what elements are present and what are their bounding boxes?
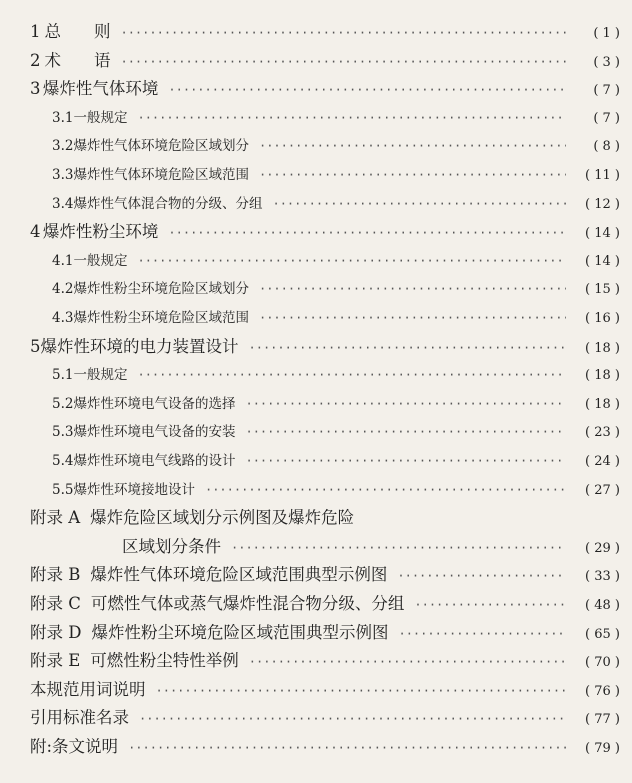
toc-entry-page: ( 18 ) [585,340,620,356]
toc-entry-number: 附录 C [30,594,81,613]
toc-entry-5[interactable] [0,333,620,361]
toc-entry-title: 引用标准名录 [30,708,129,728]
toc-entry-title: 一般规定 [73,367,128,384]
toc-entry-title: 爆炸性气体环境危险区域范围 [73,167,249,183]
toc-entry-number: 3.2 [52,138,74,155]
toc-entry-appendix-a-cont[interactable] [0,533,620,561]
toc-entry-page: ( 11 ) [585,168,620,183]
toc-entry-page: ( 18 ) [585,368,620,384]
toc-entry-number: 附录 D [30,622,82,642]
toc-entry-number: 5.1 [52,367,74,384]
toc-entry-3[interactable] [0,75,620,103]
toc-entry-5-2[interactable] [0,390,620,418]
toc-entry-appendix-e[interactable] [0,647,620,675]
dot-leader [168,75,566,104]
toc-entry-title: 一般规定 [73,252,128,269]
dot-leader [139,704,566,733]
toc-entry-page: ( 79 ) [585,741,620,756]
toc-entry-page: ( 8 ) [593,139,620,155]
dot-leader [272,190,566,218]
toc-entry-number: 5.3 [52,424,74,441]
toc-entry-3-4[interactable] [0,190,620,218]
toc-entry-page: ( 3 ) [593,54,620,70]
toc-entry-number: 附录 B [30,565,81,585]
dot-leader [120,47,566,76]
toc-entry-appendix-d[interactable] [0,619,620,647]
toc-entry-title: 一般规定 [73,109,128,126]
toc-entry-title: 爆炸性粉尘环境危险区域范围 [73,310,249,326]
toc-entry-number: 附录 A [30,508,81,528]
toc-entry-explanation[interactable] [0,733,620,761]
toc-entry-page: ( 23 ) [585,425,620,441]
toc-entry-title: 术 语 [44,50,111,70]
toc-entry-title: 爆炸性环境电气设备的选择 [73,395,236,412]
toc-entry-number: 5 [30,336,41,356]
toc-entry-page: ( 14 ) [585,226,620,242]
dot-leader [245,390,566,418]
toc-entry-title: 爆炸性环境电气设备的安装 [73,424,236,441]
toc-entry-number: 5.5 [52,481,74,498]
toc-entry-number: 4.1 [52,252,74,269]
toc-entry-number: 3.3 [52,167,74,183]
dot-leader [245,447,566,475]
toc-entry-number: 3.4 [52,195,74,212]
toc-entry-page: ( 7 ) [593,110,620,126]
toc-entry-page: ( 33 ) [585,569,620,585]
toc-entry-appendix-a[interactable] [0,504,620,532]
toc-entry-page: ( 14 ) [585,253,620,269]
dot-leader [259,304,566,332]
toc-entry-4[interactable] [0,218,620,246]
toc-entry-3-3[interactable] [0,161,620,189]
dot-leader [397,561,566,590]
toc-entry-page: ( 15 ) [585,282,620,298]
toc-entry-page: ( 76 ) [585,683,620,699]
dot-leader [245,418,566,446]
toc-entry-wording[interactable] [0,676,620,704]
dot-leader [205,476,566,504]
toc-entry-page: ( 24 ) [585,454,620,469]
dot-leader [168,218,566,247]
dot-leader [128,733,566,762]
dot-leader [137,104,566,132]
toc-entry-2[interactable] [0,47,620,75]
toc-entry-page: ( 77 ) [585,712,620,728]
toc-entry-number: 4.2 [52,281,74,298]
dot-leader [249,333,567,362]
toc-entry-4-3[interactable] [0,304,620,332]
dot-leader [137,247,566,275]
dot-leader [231,533,566,562]
toc-entry-page: ( 65 ) [585,626,620,642]
toc-entry-page: ( 7 ) [593,83,620,99]
toc-entry-references[interactable] [0,704,620,732]
toc-entry-title: 总 则 [44,22,111,41]
toc-entry-page: ( 27 ) [585,482,620,498]
toc-entry-page: ( 16 ) [585,311,620,326]
dot-leader [259,275,566,303]
toc-entry-title: 爆炸性环境电气线路的设计 [73,453,236,469]
toc-entry-title: 爆炸危险区域划分示例图及爆炸危险 [90,508,355,528]
toc-entry-title: 附:条文说明 [30,737,119,756]
toc-entry-title: 本规范用词说明 [30,679,146,699]
toc-entry-title: 爆炸性气体环境危险区域划分 [73,138,249,155]
toc-entry-page: ( 12 ) [585,196,620,212]
toc-entry-number: 附录 E [30,651,81,671]
toc-entry-title: 爆炸性粉尘环境危险区域范围典型示例图 [91,622,389,642]
toc-entry-page: ( 70 ) [585,655,620,671]
dot-leader [259,132,566,160]
toc-entry-number: 1 [30,22,41,41]
toc-entry-number: 3.1 [52,109,74,126]
toc-entry-page: ( 48 ) [585,598,620,613]
dot-leader [156,676,567,705]
dot-leader [137,361,566,389]
toc-entry-appendix-b[interactable] [0,561,620,589]
toc-entry-title: 爆炸性气体环境危险区域范围典型示例图 [90,565,388,585]
toc-entry-title: 爆炸性环境的电力装置设计 [40,336,239,356]
toc-entry-title: 爆炸性粉尘环境 [42,222,159,242]
toc-entry-5-1[interactable] [0,361,620,389]
toc-entry-number: 5.2 [52,395,74,412]
toc-entry-title: 可燃性粉尘特性举例 [90,651,239,671]
toc-entry-number: 3 [30,79,41,99]
toc-entry-page: ( 18 ) [585,396,620,412]
toc-entry-5-4[interactable] [0,447,620,475]
toc-entry-page: ( 29 ) [585,540,620,556]
dot-leader [414,590,566,619]
toc-entry-number: 4.3 [52,310,74,326]
toc-entry-title: 爆炸性粉尘环境危险区域划分 [73,281,249,298]
toc-entry-5-5[interactable] [0,476,620,504]
toc-entry-number: 2 [30,50,41,70]
toc-entry-3-1[interactable] [0,104,620,132]
toc-entry-4-2[interactable] [0,275,620,303]
toc-entry-title: 区域划分条件 [122,536,221,556]
toc-entry-5-3[interactable] [0,418,620,446]
toc-entry-number: 4 [30,222,41,242]
toc-entry-3-2[interactable] [0,132,620,160]
dot-leader [259,161,566,189]
toc-entry-title: 爆炸性气体环境 [42,79,159,99]
toc-entry-page: ( 1 ) [593,26,620,41]
toc-entry-number: 5.4 [52,453,74,469]
toc-entry-title: 爆炸性气体混合物的分级、分组 [73,195,263,212]
toc-entry-4-1[interactable] [0,247,620,275]
toc-entry-1[interactable] [0,18,620,46]
dot-leader [249,647,566,676]
dot-leader [398,619,566,648]
dot-leader [120,18,566,47]
toc-entry-title: 爆炸性环境接地设计 [73,481,195,498]
toc-entry-appendix-c[interactable] [0,590,620,618]
toc-entry-title: 可燃性气体或蒸气爆炸性混合物分级、分组 [90,594,405,613]
